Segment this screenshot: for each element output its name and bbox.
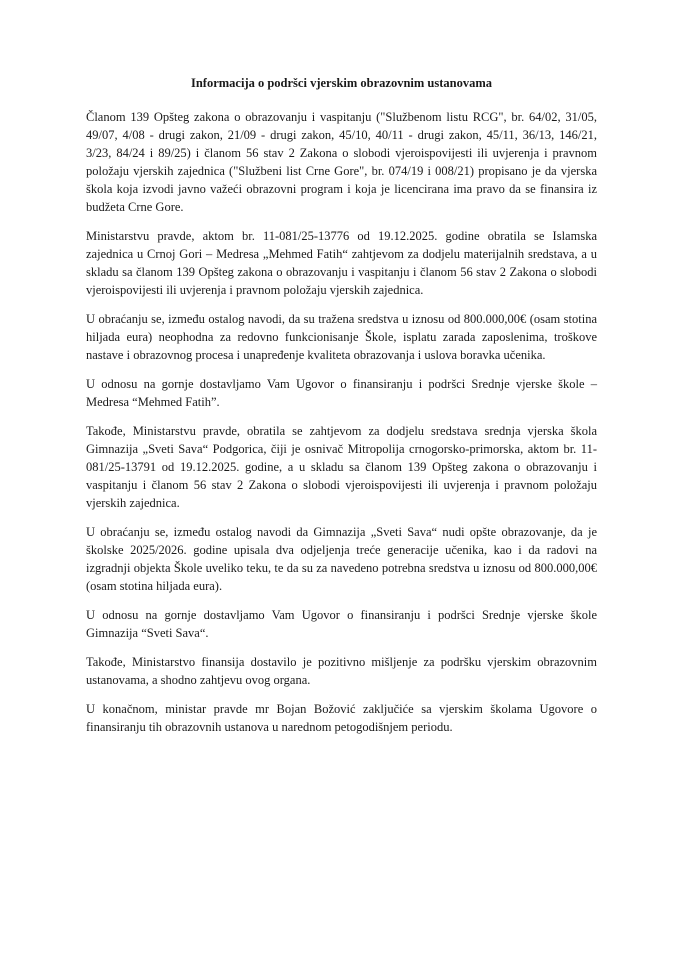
paragraph-legal-basis: Članom 139 Opšteg zakona o obrazovanju i vaspitanju ("Službenom listu RCG", br. 64/02, 31/05, 49/07, 4/08 - drugi zakon, 21/09 - drugi zakon, 45/10, 40/11 - drugi zakon, 45/11, 36/13, 146/21, 3/23, 84/24 i 89/25) i članom 56 stav 2 Zakona o slobodi vjeroispovijesti ili uvjerenja i pravnom položaju vjerskih zajednica ("Službeni list Crne Gore", br. 074/19 i 008/21) propisano je da vjerska škola koja izvodi javno važeći obrazovni program i koja je licencirana ima pravo da se finansira iz budžeta Crne Gore. [86, 110, 597, 214]
document-title: Informacija o podršci vjerskim obrazovnim ustanovama [190, 76, 493, 90]
paragraph-finance-opinion: Takođe, Ministarstvo finansija dostavilo je pozitivno mišljenje za podršku vjerskim obrazovnim ustanovama, a shodno zahtjevu ovog organa. [86, 655, 597, 687]
paragraph-conclusion: U konačnom, ministar pravde mr Bojan Božović zaključiće sa vjerskim školama Ugovore o finansiranju tih obrazovnih ustanova u narednom petogodišnjem periodu. [86, 702, 597, 734]
paragraph-medresa-request: Ministarstvu pravde, aktom br. 11-081/25-13776 od 19.12.2025. godine obratila se Islamska zajednica u Crnoj Gori – Medresa „Mehmed Fatih“ zahtjevom za dodjelu materijalnih sredstava, a u skladu sa članom 139 Opšteg zakona o obrazovanju i vaspitanju i članom 56 stav 2 Zakona o slobodi vjeroispovijesti ili uvjerenja i pravnom položaju vjerskih zajednica. [86, 229, 597, 297]
document-page [86, 74, 597, 747]
paragraph-gimnazija-contract: U odnosu na gornje dostavljamo Vam Ugovor o finansiranju i podršci Srednje vjerske škole Gimnazija “Sveti Sava“. [86, 608, 597, 640]
paragraph-gimnazija-request: Takođe, Ministarstvu pravde, obratila se zahtjevom za dodjelu sredstava srednja vjerska škola Gimnazija „Sveti Sava“ Podgorica, čiji je osnivač Mitropolija crnogorsko-primorska, aktom br. 11-081/25-13791 od 19.12.2025. godine, a u skladu sa članom 139 Opšteg zakona o obrazovanju i vaspitanju i članom 56 stav 2 Zakona o slobodi vjeroispovijesti ili uvjerenja i pravnom položaju vjerskih zajednica. [86, 424, 597, 510]
paragraph-medresa-funds: U obraćanju se, između ostalog navodi, da su tražena sredstva u iznosu od 800.000,00€ (osam stotina hiljada eura) neophodna za redovno funkcionisanje Škole, isplatu zarada zaposlenima, troškove nastave i obrazovnog procesa i unapređenje kvaliteta obrazovanja i uslova boravka učenika. [86, 312, 597, 362]
paragraph-medresa-contract: U odnosu na gornje dostavljamo Vam Ugovor o finansiranju i podršci Srednje vjerske škole – Medresa “Mehmed Fatih”. [86, 377, 597, 409]
paragraph-gimnazija-funds: U obraćanju se, između ostalog navodi da Gimnazija „Sveti Sava“ nudi opšte obrazovanje, da je školske 2025/2026. godine upisala dva odjeljenja treće generacije učenika, kao i da radovi na izgradnji objekta Škole uveliko teku, te da su za navedeno potrebna sredstva u iznosu od 800.000,00€ (osam stotina hiljada eura). [86, 525, 597, 593]
